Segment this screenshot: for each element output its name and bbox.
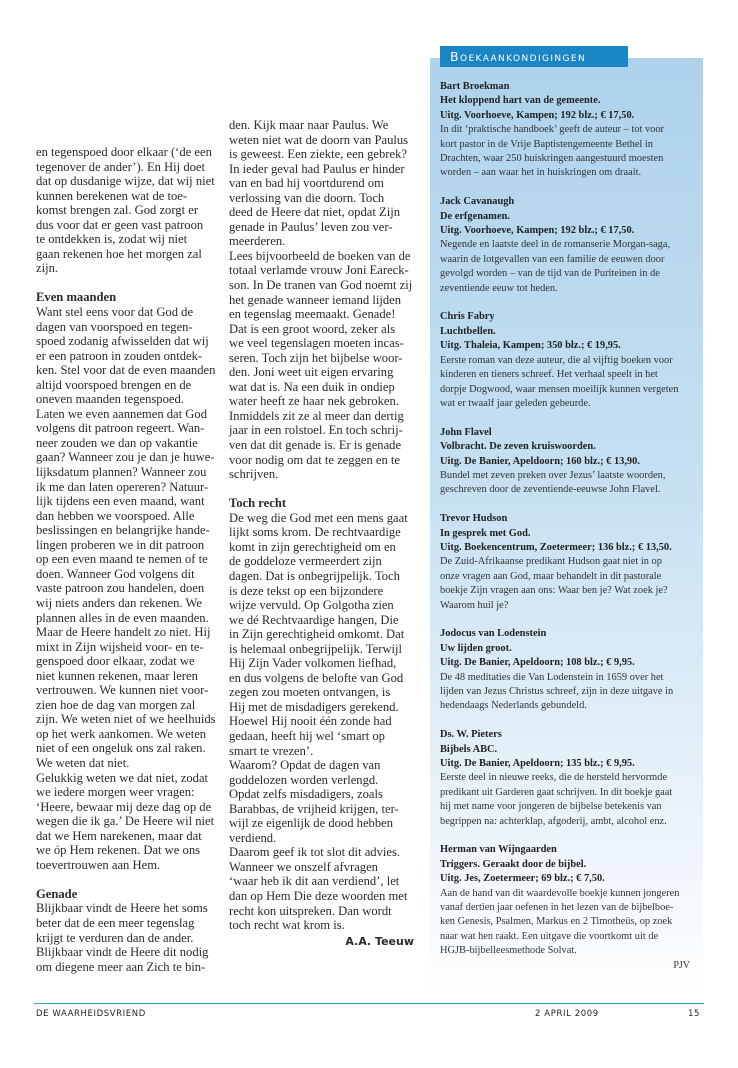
section-heading: Even maanden — [36, 290, 117, 305]
book-author: Herman van Wijngaarden — [440, 844, 557, 856]
book-publisher: Uitg. Jes, Zoetermeer; 69 blz.; € 7,50. — [440, 873, 605, 885]
book-description: Negende en laatste deel in de romanserie Morgan-saga, waarin de lotgevallen van een familie de eeuwen door gevolgd worden – van de tijd van de Puriteinen in de zeventiende eeuw tot heden. — [440, 239, 671, 294]
book-title: Bijbels ABC. — [440, 743, 498, 755]
paragraph: Gelukkig weten we dat niet, zodat we iedere morgen weer vragen: ‘Heere, bewaar mij deze dag op de wegen die ik ga.’ De Heere wil niet dat we Hem narekenen, maar dat we óp Hem rekenen. Dat we ons toevertrouwen aan Hem. — [36, 770, 215, 872]
book-publisher: Uitg. De Banier, Apeldoorn; 108 blz.; € 9,95. — [440, 657, 635, 669]
section-heading: Toch recht — [229, 496, 287, 511]
book-author: Chris Fabry — [440, 311, 495, 323]
article-column-2 — [229, 118, 414, 949]
book-description: De Zuid-Afrikaanse predikant Hudson gaat niet in op onze vragen aan God, maar behandelt in dit pastorale boekje Zijn vragen aan ons: Waar ben je? Wat zoek je? Waarom huil je? — [440, 556, 668, 611]
paragraph-gap — [36, 872, 226, 887]
book-entry — [440, 728, 700, 829]
book-description: Aan de hand van dit waardevolle boekje kunnen jongeren vanaf dertien jaar oefenen in het lezen van de bijbelboe- ken Genesis, Psalmen, Markus en 2 Timotheüs, op zoek naar wat hen raakt. Een uitgave die voortkomt uit de HGJB-bijbelleesmethode Solvat. — [440, 887, 680, 957]
book-list — [440, 80, 700, 973]
book-title: Uw lijden groot. — [440, 642, 512, 654]
paragraph: Blijkbaar vindt de Heere het soms beter dat de een meer tegenslag krijgt te verduren dan de ander. Blijkbaar vindt de Heere dit nodig om diegene meer aan Zich te bin- — [36, 901, 209, 974]
paragraph: Want stel eens voor dat God de dagen van voorspoed en tegen- spoed zodanig afwisselden dat wij er een patroon in zouden ontdek- ken. Stel voor dat de even maanden altijd voorspoed brengen en de oneven maanden tegenspoed. Laten we even aannemen dat God volgens dit patroon regeert. Wan- neer zouden we dan op vakantie gaan? Wanneer zou je dan je huwe- lijksdatum plannen? Wanneer zou ik me dan laten opereren? Natuur- lijk tijdens een even maand, want dan hebben we voorspoed. Alle beslissingen en belangrijke hande- lingen proberen we in dit patroon op een even maand te nemen of te doen. Wanneer God volgens dit vaste patroon zou handelen, doen wij niets anders dan rekenen. We plannen alles in de even maanden. Maar de Heere handelt zo niet. Hij mixt in Zijn wijsheid voor- en te- genspoed door elkaar, zodat we niet kunnen rekenen, maar leren vertrouwen. We kunnen niet voor- zien hoe de dag van morgen zal zijn. We weten niet of we heelhuids op het werk aankomen. We weten niet of een ongeluk ons zal raken. We weten dat niet. — [36, 305, 216, 770]
book-publisher: Uitg. De Banier, Apeldoorn; 135 blz.; € 9,95. — [440, 758, 635, 769]
book-title: Luchtbellen. — [440, 325, 496, 337]
footer-date: 2 APRIL 2009 — [535, 1009, 599, 1019]
book-author: Jack Cavanaugh — [440, 196, 515, 208]
paragraph: en tegenspoed door elkaar (‘de een tegenover de ander’). En Hij doet dat op dusdanige wijze, dat wij niet kunnen berekenen wat de toe- komst brengen zal. God zorgt er dus voor dat er geen vast patroon te ontdekken is, zodat wij niet gaan rekenen hoe het morgen zal zijn. — [36, 145, 215, 276]
section-heading: Genade — [36, 886, 78, 901]
book-publisher: Uitg. De Banier, Apeldoorn; 160 blz.; € 13,90. — [440, 455, 640, 467]
footer-publication: DE WAARHEIDSVRIEND — [36, 1009, 146, 1019]
book-announcements-title: Boekaankondigingen — [440, 46, 628, 67]
book-author: Trevor Hudson — [440, 513, 508, 525]
book-entry — [440, 195, 700, 296]
book-author: Ds. W. Pieters — [440, 729, 502, 741]
footer-divider — [34, 1003, 704, 1004]
book-title: Volbracht. De zeven kruiswoorden. — [440, 441, 596, 453]
book-title: Het kloppend hart van de gemeente. — [440, 95, 601, 107]
paragraph-gap — [36, 276, 226, 291]
book-publisher: Uitg. Boekencentrum, Zoetermeer; 136 blz.; € 13,50. — [440, 541, 672, 553]
book-author: John Flavel — [440, 426, 492, 438]
paragraph: den. Kijk maar naar Paulus. We weten niet wat de doorn van Paulus is geweest. Een ziekte, een gebrek? In ieder geval had Paulus er hinder van en bad hij voortdurend om verlossing van die doorn. Toch deed de Heere dat niet, opdat Zijn genade in Paulus’ leven zou ver- meerderen. — [229, 118, 409, 249]
book-entry — [440, 627, 700, 713]
book-publisher: Uitg. Voorhoeve, Kampen; 192 blz.; € 17,50. — [440, 225, 635, 237]
book-entry — [440, 80, 700, 181]
book-entry — [440, 310, 700, 411]
paragraph: Waarom? Opdat de dagen van goddelozen worden verlengd. Opdat zelfs misdadigers, zoals Barabbas, de vrijheid krijgen, ter- wijl ze eigenlijk de dood hebben verdiend. — [229, 758, 399, 845]
book-description: Eerste roman van deze auteur, die al vijftig boeken voor kinderen en tieners schreef. Het verhaal speelt in het dorpje Dogwood, waar mensen moeilijk kunnen vergeten wat er twaalf jaar geleden gebeurde. — [440, 354, 679, 409]
book-entry — [440, 426, 700, 498]
book-author: Bart Broekman — [440, 81, 510, 92]
paragraph: Lees bijvoorbeeld de boeken van de totaal verlamde vrouw Joni Eareck- son. In De tranen van God noemt zij het genade wanneer iemand lijden en tegenslag meemaakt. Genade! Dat is een groot woord, zeker als we veel tegenslagen moeten incas- seren. Toch zijn het bijbelse woor- den. Joni weet uit eigen ervaring wat dat is. Na een duik in ondiep water heeft ze haar nek gebroken. Inmiddels zit ze al meer dan dertig jaar in een rolstoel. En toch schrij- ven dat dit genade is. Er is genade voor nodig om dat te zeggen en te schrijven. — [229, 248, 413, 482]
book-entry — [440, 843, 700, 958]
paragraph: Daarom geef ik tot slot dit advies. Wanneer we onszelf afvragen ‘waar heb ik dit aan verdiend’, let dan op Hem Die deze woorden met recht kon uitspreken. Dan wordt toch recht wat krom is. — [229, 845, 408, 933]
paragraph: De weg die God met een mens gaat lijkt soms krom. De rechtvaardige komt in zijn gerechtigheid om en de goddeloze vermeerdert zijn dagen. Dat is onbegrijpelijk. Toch is deze tekst op een bijzondere wijze vervuld. Op Golgotha zien we dé Rechtvaardige hangen, Die in Zijn gerechtigheid omkomt. Dat is helemaal onbegrijpelijk. Terwijl Hij Zijn Vader volkomen liefhad, en dus volgens de belofte van God zegen zou moeten ontvangen, is Hij met de misdadigers gerekend. Hoewel Hij nooit één zonde had gedaan, heeft hij wel ‘smart op smart te vrezen’. — [229, 510, 408, 758]
book-author: Jodocus van Lodenstein — [440, 628, 547, 640]
book-title: De erfgenamen. — [440, 210, 510, 222]
book-description: Eerste deel in nieuwe reeks, die de hersteld hervormde predikant uit Garderen gaat schrijven. In dit boekje gaat hij met name voor jongeren de bijbelse betekenis van begrippen na: achterklap, afgoderij, ambt, alcohol enz. — [440, 772, 673, 827]
book-description: In dit ‘praktische handboek’ geeft de auteur – tot voor kort pastor in de Vrije Baptistengemeente Bethel in Drachten, waar 250 huiskringen aangestuurd moesten worden – aan waar het in huiskringen om draait. — [440, 124, 664, 179]
article-column-1 — [36, 145, 226, 974]
book-publisher: Uitg. Thaleia, Kampen; 350 blz.; € 19,95. — [440, 340, 621, 352]
book-entry — [440, 512, 700, 613]
paragraph-gap — [229, 482, 414, 497]
reviewer-initials: PJV — [673, 960, 690, 972]
book-description: De 48 meditaties die Van Lodenstein in 1659 over het lijden van Jezus Christus schreef, zijn in deze uitgave in hedendaags Nederlands gebundeld. — [440, 671, 674, 712]
book-publisher: Uitg. Voorhoeve, Kampen; 192 blz.; € 17,50. — [440, 109, 635, 121]
article-author: A.A. Teeuw — [345, 934, 414, 948]
book-title: Triggers. Geraakt door de bijbel. — [440, 858, 587, 870]
book-description: Bundel met zeven preken over Jezus’ laatste woorden, geschreven door de zeventiende-eeuwse John Flavel. — [440, 469, 666, 496]
page-number: 15 — [688, 1009, 701, 1019]
book-title: In gesprek met God. — [440, 527, 531, 539]
